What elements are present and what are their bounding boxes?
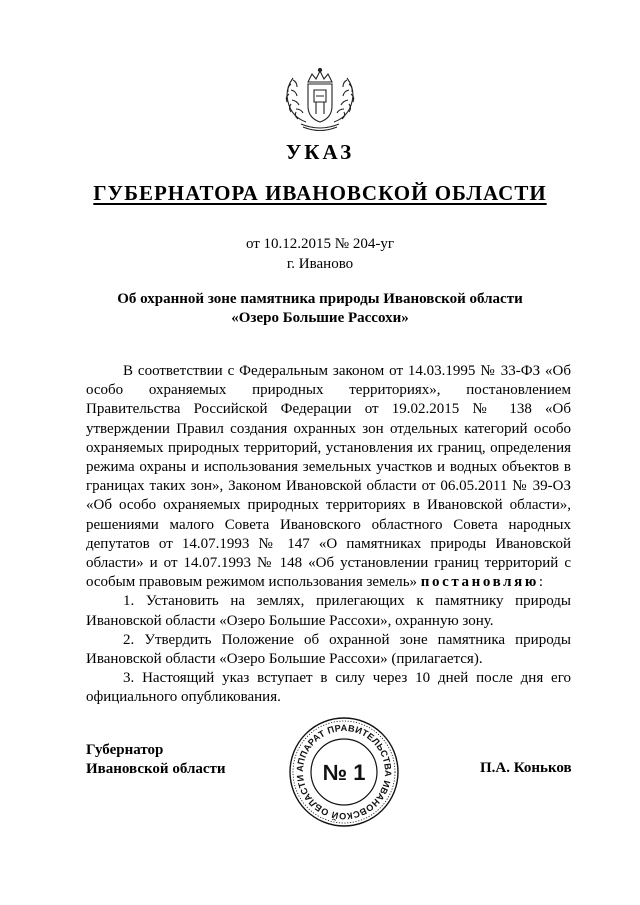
- decree-item-1: 1. Установить на землях, прилегающих к памятнику природы Ивановской области «Озеро Большие Рассохи», охранную зону.: [86, 593, 571, 629]
- signatory-name: П.А. Коньков: [480, 760, 572, 776]
- decree-colon: :: [538, 574, 544, 591]
- decree-item-2: 2. Утвердить Положение об охранной зоне памятника природы Ивановской области «Озеро Большие Рассохи» (прилагается).: [86, 631, 571, 668]
- stamp-ring-text: АППАРАТ ПРАВИТЕЛЬСТВА ИВАНОВСКОЙ ОБЛАСТИ: [294, 722, 394, 822]
- heading-line-2: «Озеро Большие Рассохи»: [231, 310, 409, 326]
- signatory-position: [86, 741, 226, 779]
- issuer-title: [0, 181, 640, 206]
- coat-of-arms-emblem: [281, 66, 359, 132]
- stamp-number: № 1: [322, 760, 366, 785]
- heading-line-1: Об охранной зоне памятника природы Ивановской области: [117, 291, 523, 307]
- official-stamp: [288, 716, 400, 828]
- preamble-text: В соответствии с Федеральным законом от 14.03.1995 № 33-ФЗ «Об особо охраняемых природных территориях», постановлением Правительства Российской Федерации от 19.02.2015 № 138 «Об утверждении Правил создания охранных зон отдельных категорий особо охраняемых природных территорий, установления их границ, определения режима охраны и использования земельных участков и водных объектов в границах таких зон», Законом Ивановской области от 06.05.2011 № 39-ОЗ «Об особо охраняемых природных территориях в Ивановской области», решениями малого Совета Ивановского областного Совета народных депутатов от 14.07.1993 № 147 «О памятниках природы Ивановской области» и от 14.07.1993 № 148 «Об установлении границ территорий с особым правовым режимом использования земель»: [86, 363, 571, 591]
- document-type-title: УКАЗ: [285, 140, 355, 164]
- decree-word: постановляю: [420, 574, 539, 591]
- decree-item-3: 3. Настоящий указ вступает в силу через 10 дней после дня его официального опубликования.: [86, 670, 571, 706]
- coat-of-arms-icon: [281, 66, 359, 132]
- decree-body: [86, 362, 571, 708]
- preamble-paragraph: [86, 362, 571, 592]
- position-line-1: Губернатор: [86, 742, 164, 758]
- issuer-title-text: ГУБЕРНАТОРА ИВАНОВСКОЙ ОБЛАСТИ: [93, 181, 547, 205]
- position-line-2: Ивановской области: [86, 761, 226, 777]
- date-number: от 10.12.2015 № 204-уг: [245, 236, 395, 252]
- stamp-seal-icon: [288, 716, 400, 828]
- city: г. Иваново: [286, 256, 354, 272]
